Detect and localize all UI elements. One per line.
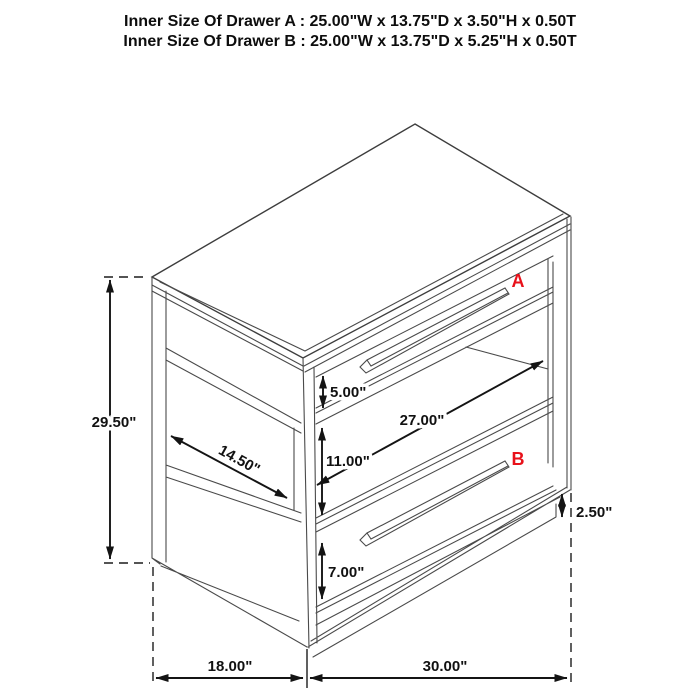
drawer-a-spec-text: Inner Size Of Drawer A : 25.00"W x 13.75"D x 3.50"H x 0.50T xyxy=(124,13,576,30)
drawer-a-label: A xyxy=(511,271,525,291)
drawer-b-label: B xyxy=(511,449,525,469)
shelf-opening-height-label: 11.00" xyxy=(326,453,370,470)
cabinet-top-face xyxy=(152,124,570,358)
drawer-b-spec-text: Inner Size Of Drawer B : 25.00"W x 13.75"D x 5.25"H x 0.50T xyxy=(123,33,577,50)
base-height-label: 2.50" xyxy=(576,504,613,521)
front-width-label: 30.00" xyxy=(422,658,468,675)
drawer-b-front-height-label: 7.00" xyxy=(328,564,365,581)
projection-lines xyxy=(104,277,571,688)
shelf-depth-label: 14.50" xyxy=(215,441,263,479)
inner-width-label: 27.00" xyxy=(399,412,445,429)
cabinet-right-edge-lines xyxy=(548,217,571,490)
drawer-a-front-height-label: 5.00" xyxy=(330,384,367,401)
overall-height-label: 29.50" xyxy=(91,414,137,431)
side-depth-label: 18.00" xyxy=(207,658,253,675)
